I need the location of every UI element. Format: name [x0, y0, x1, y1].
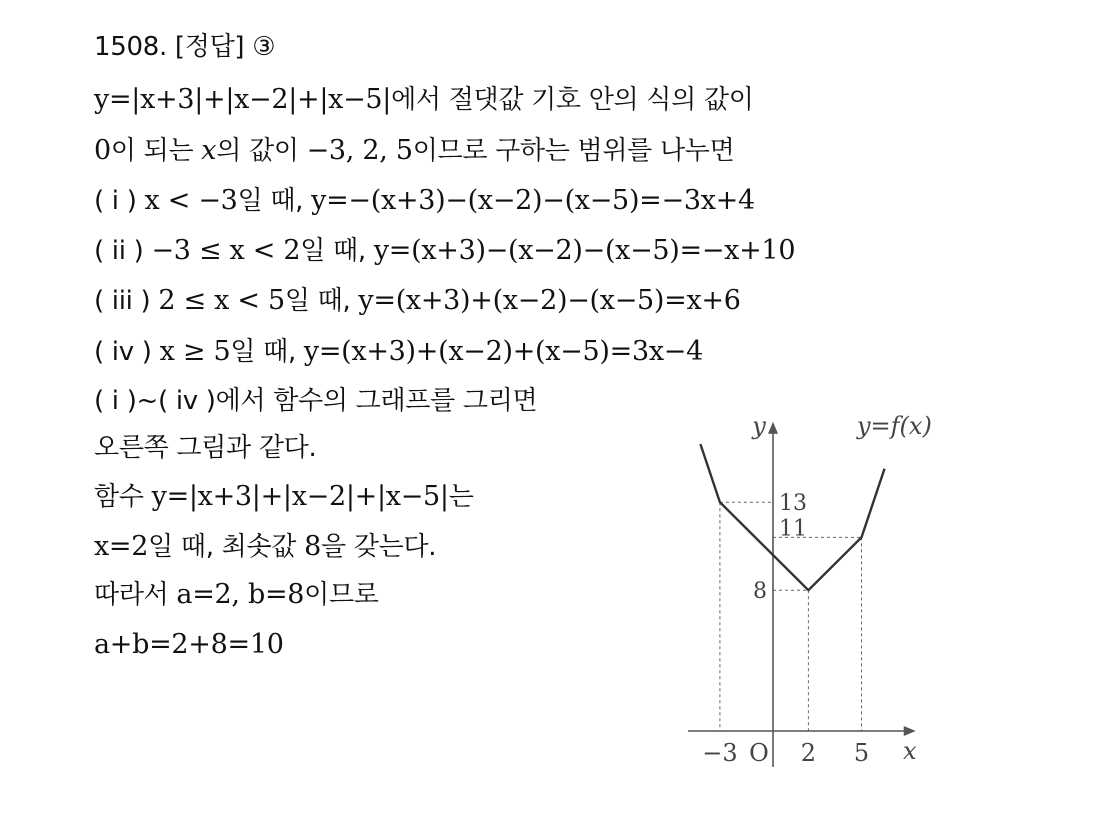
intro-text-2: 이 되는	[110, 136, 202, 166]
conclusion-prefix: 따라서	[94, 580, 177, 610]
minimum-end: 을 갖는다.	[320, 532, 437, 562]
case-4-equation: y=(x+3)+(x−2)+(x−5)=3x−4	[303, 336, 703, 367]
intro-line-2	[94, 134, 734, 168]
y-tick-label: 11	[779, 516, 807, 542]
y-axis-arrow	[768, 422, 778, 434]
function-graph	[645, 385, 975, 775]
case-3-condition: 2 ≤ x < 5	[158, 285, 285, 316]
intro-text-1: 에서 절댓값 기호 안의 식의 값이	[391, 85, 754, 115]
intro-values: −3, 2, 5	[306, 135, 413, 166]
y-tick-label: 8	[753, 579, 767, 605]
x-tick-label: 5	[853, 739, 870, 767]
minimum-line-1	[94, 480, 474, 514]
problem-number: 1508.	[94, 32, 167, 62]
case-2-equation: y=(x+3)−(x−2)−(x−5)=−x+10	[373, 235, 796, 266]
answer-label: [정답]	[174, 32, 245, 62]
graph-axes	[688, 422, 916, 767]
case-3-equation: y=(x+3)+(x−2)−(x−5)=x+6	[358, 285, 741, 316]
x-axis-label: x	[902, 737, 917, 765]
case-1-label: ( i )	[94, 186, 137, 216]
minimum-value: 8	[304, 531, 321, 562]
intro-line-1	[94, 83, 754, 117]
case-2-when: 일 때,	[300, 236, 366, 266]
case-4-label: ( iv )	[94, 337, 152, 367]
case-1	[94, 184, 755, 218]
result-equation: a+b=2+8=10	[94, 629, 284, 660]
answer-header	[94, 30, 275, 64]
case-2-label: ( ii )	[94, 236, 144, 266]
minimum-function: y=|x+3|+|x−2|+|x−5|	[151, 481, 449, 512]
intro-var: x	[201, 135, 217, 166]
x-tick-label: 2	[800, 739, 817, 767]
minimum-x: x=2	[94, 531, 149, 562]
intro-function: y=|x+3|+|x−2|+|x−5|	[94, 84, 392, 115]
case-2	[94, 234, 795, 268]
answer-value: ③	[252, 32, 276, 62]
case-3	[94, 284, 741, 318]
intro-text-4: 이므로 구하는 범위를 나누면	[412, 136, 735, 166]
graph-description-1: ( i )~( iv )에서 함수의 그래프를 그리면	[94, 386, 538, 416]
conclusion-result	[94, 628, 284, 662]
case-1-equation: y=−(x+3)−(x−2)−(x−5)=−3x+4	[311, 185, 755, 216]
case-1-condition: x < −3	[144, 185, 238, 216]
intro-zero: 0	[94, 135, 111, 166]
case-4	[94, 335, 703, 369]
minimum-prefix: 함수	[94, 482, 152, 512]
minimum-line-2	[94, 530, 436, 564]
conclusion-values: a=2, b=8	[176, 579, 305, 610]
case-3-label: ( iii )	[94, 286, 151, 316]
conclusion-line-1	[94, 578, 379, 612]
case-2-condition: −3 ≤ x < 2	[151, 235, 301, 266]
intro-text-3: 의 값이	[216, 136, 307, 166]
origin-label: O	[749, 739, 769, 767]
y-axis-label: y	[752, 411, 766, 440]
case-4-when: 일 때,	[230, 337, 296, 367]
graph-description-2: 오른쪽 그림과 같다.	[94, 433, 317, 463]
case-4-condition: x ≥ 5	[159, 336, 231, 367]
graph-labels	[702, 412, 932, 767]
x-tick-label: −3	[702, 739, 738, 767]
case-1-when: 일 때,	[237, 186, 304, 216]
y-tick-label: 13	[779, 491, 807, 517]
conclusion-suffix: 이므로	[304, 580, 379, 610]
minimum-suffix: 는	[448, 482, 474, 512]
x-axis-arrow	[904, 726, 916, 736]
curve-label: y=f(x)	[857, 412, 932, 440]
minimum-text: 일 때, 최솟값	[148, 532, 305, 562]
case-3-when: 일 때,	[284, 286, 351, 316]
